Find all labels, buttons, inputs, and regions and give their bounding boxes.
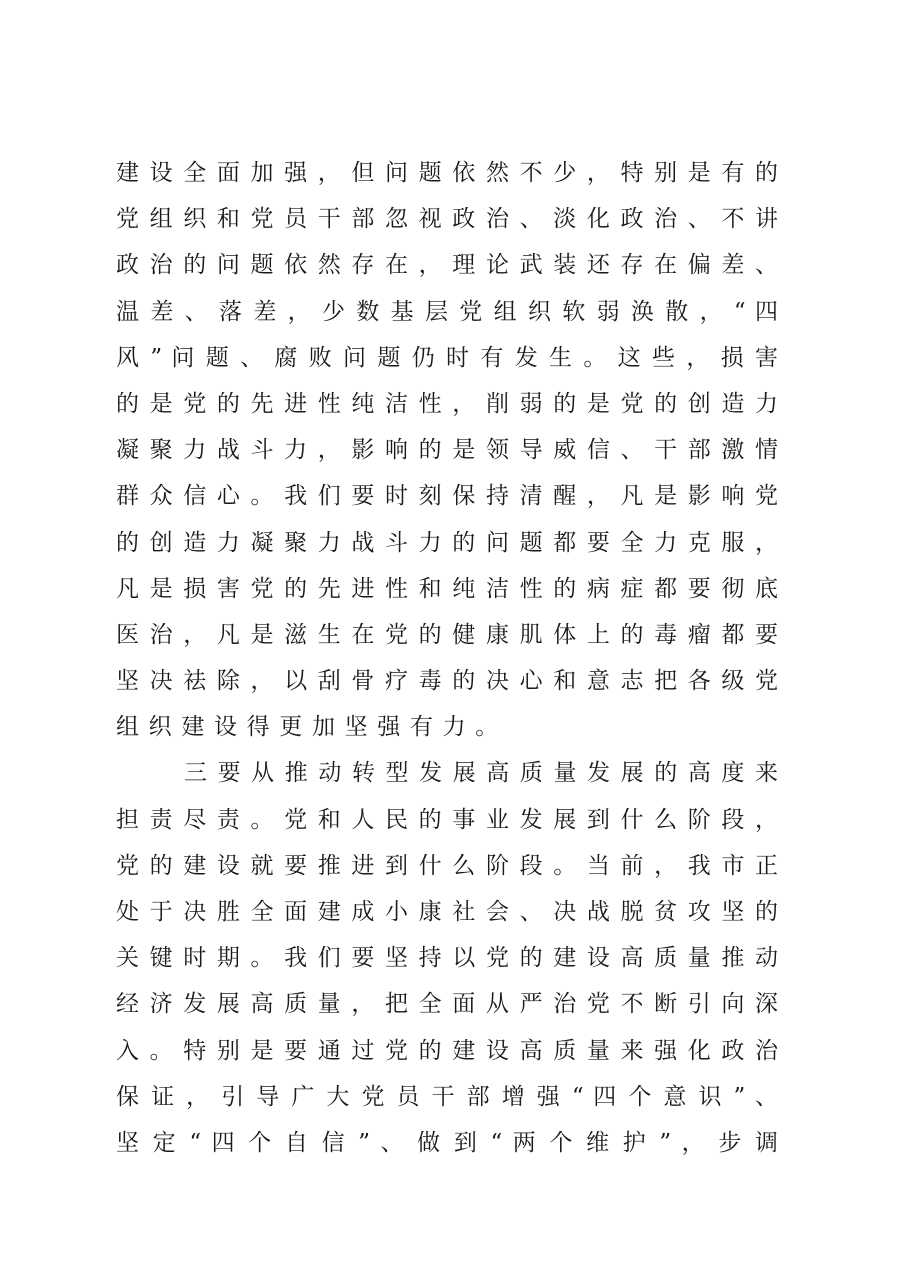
text-line-10: 凡 是 损 害 党 的 先 进 性 和 纯 洁 性 的 病 症 都 要 彻 底 [116,575,778,602]
text-line-6: 的 是 党 的 先 进 性 纯 洁 性 ， 削 弱 的 是 党 的 创 造 力 [116,390,778,417]
text-line-4: 温 差 、 落 差 ， 少 数 基 层 党 组 织 软 弱 涣 散 ， “ 四 [116,298,778,325]
text-line-13: 组织建设得更加坚强有力。 [116,714,508,741]
text-line-21: 保 证 ， 引 导 广 大 党 员 干 部 增 强 “ 四 个 意 识 ” 、 [116,1083,778,1110]
text-line-16: 党 的 建 设 就 要 推 进 到 什 么 阶 段 。 当 前 ， 我 市 正 [116,852,778,879]
text-line-12: 坚 决 祛 除 ， 以 刮 骨 疗 毒 的 决 心 和 意 志 把 各 级 党 [116,668,778,695]
text-line-18: 关 键 时 期 。 我 们 要 坚 持 以 党 的 建 设 高 质 量 推 动 [116,945,778,972]
text-line-22: 坚 定 “ 四 个 自 信 ” 、 做 到 “ 两 个 维 护 ” ， 步 调 [116,1129,778,1156]
text-line-15: 担 责 尽 责 。 党 和 人 民 的 事 业 发 展 到 什 么 阶 段 ， [116,806,778,833]
text-line-8: 群 众 信 心 。 我 们 要 时 刻 保 持 清 醒 ， 凡 是 影 响 党 [116,483,778,510]
body-text [116,150,778,1166]
text-line-9: 的 创 造 力 凝 聚 力 战 斗 力 的 问 题 都 要 全 力 克 服 ， [116,529,778,556]
text-line-3: 政 治 的 问 题 依 然 存 在 ， 理 论 武 装 还 存 在 偏 差 、 [116,252,778,279]
text-line-2: 党 组 织 和 党 员 干 部 忽 视 政 治 、 淡 化 政 治 、 不 讲 [116,206,778,233]
text-line-11: 医 治 ， 凡 是 滋 生 在 党 的 健 康 肌 体 上 的 毒 瘤 都 要 [116,621,778,648]
text-line-7: 凝 聚 力 战 斗 力 ， 影 响 的 是 领 导 威 信 、 干 部 激 情 [116,437,778,464]
text-line-19: 经 济 发 展 高 质 量 ， 把 全 面 从 严 治 党 不 断 引 向 深 [116,991,778,1018]
text-line-20: 入 。 特 别 是 要 通 过 党 的 建 设 高 质 量 来 强 化 政 治 [116,1037,778,1064]
text-line-14: 三 要 从 推 动 转 型 发 展 高 质 量 发 展 的 高 度 来 [184,760,778,787]
text-line-17: 处 于 决 胜 全 面 建 成 小 康 社 会 、 决 战 脱 贫 攻 坚 的 [116,899,778,925]
text-line-5: 风 ” 问 题 、 腐 败 问 题 仍 时 有 发 生 。 这 些 ， 损 害 [116,344,778,371]
text-line-1: 建 设 全 面 加 强 ， 但 问 题 依 然 不 少 ， 特 别 是 有 的 [116,160,778,186]
